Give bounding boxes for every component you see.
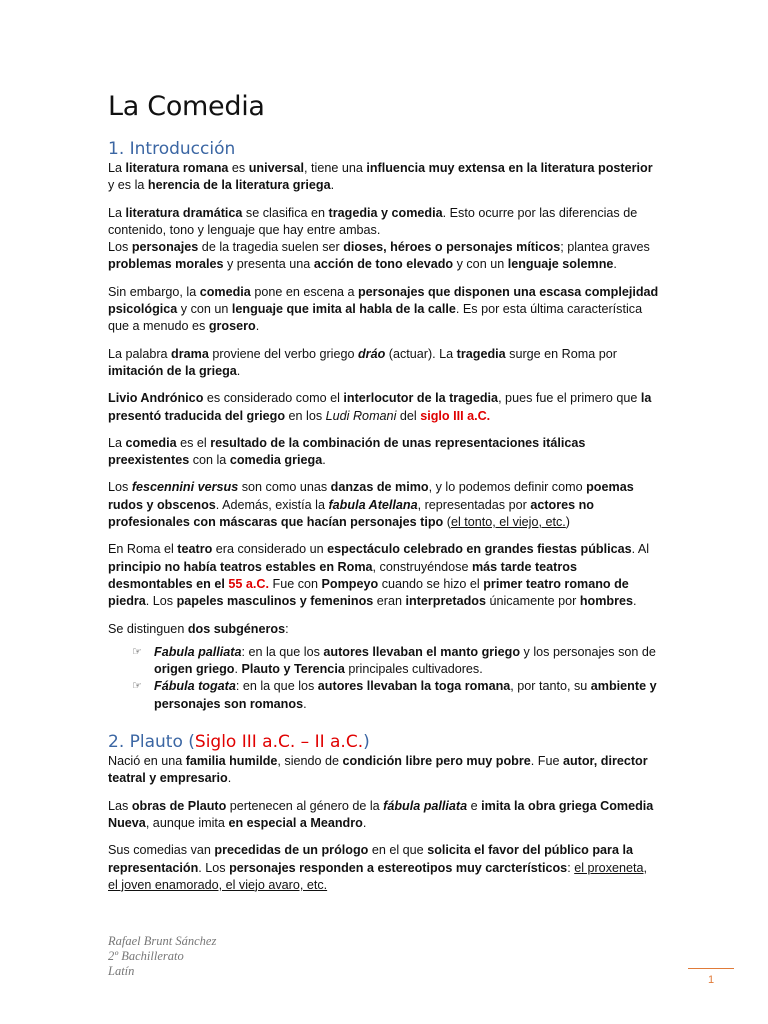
paragraph-intro-2: La literatura dramática se clasifica en tragedia y comedia. Esto ocurre por las diferencias de contenido, tono y lenguaje que hay entre ambas. Los personajes de la tragedia suelen ser dioses, héroes o personajes míticos; plantea graves problemas morales y presenta una acción de tono elevado y con un lenguaje solemne. — [108, 205, 650, 272]
hand-pointing-icon: ☞ — [132, 645, 142, 658]
footer-author: Rafael Brunt Sánchez — [108, 934, 217, 948]
paragraph-intro-9: Se distinguen dos subgéneros: — [108, 621, 289, 636]
paragraph-intro-5: Livio Andrónico es considerado como el interlocutor de la tragedia, pues fue el primero que la presentó traducida del griego en los Ludi Romani del siglo III a.C. — [108, 391, 652, 423]
footer-subject: Latín — [108, 964, 135, 978]
list-item-fabula-togata: ☞ Fábula togata: en la que los autores llevaban la toga romana, por tanto, su ambiente y personajes son romanos. — [132, 679, 657, 711]
hand-pointing-icon: ☞ — [132, 680, 142, 693]
section-heading-introduccion: 1. Introducción — [108, 139, 236, 159]
paragraph-intro-7: Los fescennini versus son como unas danzas de mimo, y lo podemos definir como poemas rudos y obscenos. Además, existía la fabula Atellana, representadas por actores no profesionales con máscaras que hacían personajes tipo (el tonto, el viejo, etc.) — [108, 480, 634, 530]
paragraph-plauto-3: Sus comedias van precedidas de un prólogo en el que solicita el favor del público para la representación. Los personajes responden a estereotipos muy carcterísticos: el proxeneta, el joven enamorado, el viejo avaro, etc. — [108, 843, 648, 892]
paragraph-intro-4: La palabra drama proviene del verbo griego dráo (actuar). La tragedia surge en Roma por imitación de la griega. — [108, 346, 617, 378]
page-title: La Comedia — [108, 91, 265, 122]
list-item-fabula-palliata: ☞ Fabula palliata: en la que los autores llevaban el manto griego y los personajes son de origen griego. Plauto y Terencia principales cultivadores. — [132, 644, 656, 677]
paragraph-intro-6: La comedia es el resultado de la combinación de unas representaciones itálicas preexistentes con la comedia griega. — [108, 435, 586, 468]
section-heading-plauto: 2. Plauto (Siglo III a.C. – II a.C.) — [108, 732, 370, 753]
paragraph-plauto-2: Las obras de Plauto pertenecen al género de la fábula palliata e imita la obra griega Comedia Nueva, aunque imita en especial a Meandro. — [108, 798, 654, 830]
paragraph-intro-3: Sin embargo, la comedia pone en escena a personajes que disponen una escasa complejidad psicológica y con un lenguaje que imita al habla de la calle. Es por esta última característica que a menudo es grosero. — [108, 284, 659, 334]
page-footer — [108, 934, 216, 979]
paragraph-plauto-1: Nació en una familia humilde, siendo de condición libre pero muy pobre. Fue autor, director teatral y empresario. — [108, 754, 648, 786]
paragraph-intro-8: En Roma el teatro era considerado un espectáculo celebrado en grandes fiestas públicas. Al principio no había teatros estables en Roma, construyéndose más tarde teatros desmontables en el 55 a.C. Fue con Pompeyo cuando se hizo el primer teatro romano de piedra. Los papeles masculinos y femeninos eran interpretados únicamente por hombres. — [108, 542, 650, 609]
paragraph-intro-1: La literatura romana es universal, tiene una influencia muy extensa en la literatura posterior y es la herencia de la literatura griega. — [108, 161, 653, 193]
footer-course: 2º Bachillerato — [108, 949, 184, 963]
subgenre-list — [128, 644, 660, 713]
page-number: 1 — [688, 968, 734, 989]
